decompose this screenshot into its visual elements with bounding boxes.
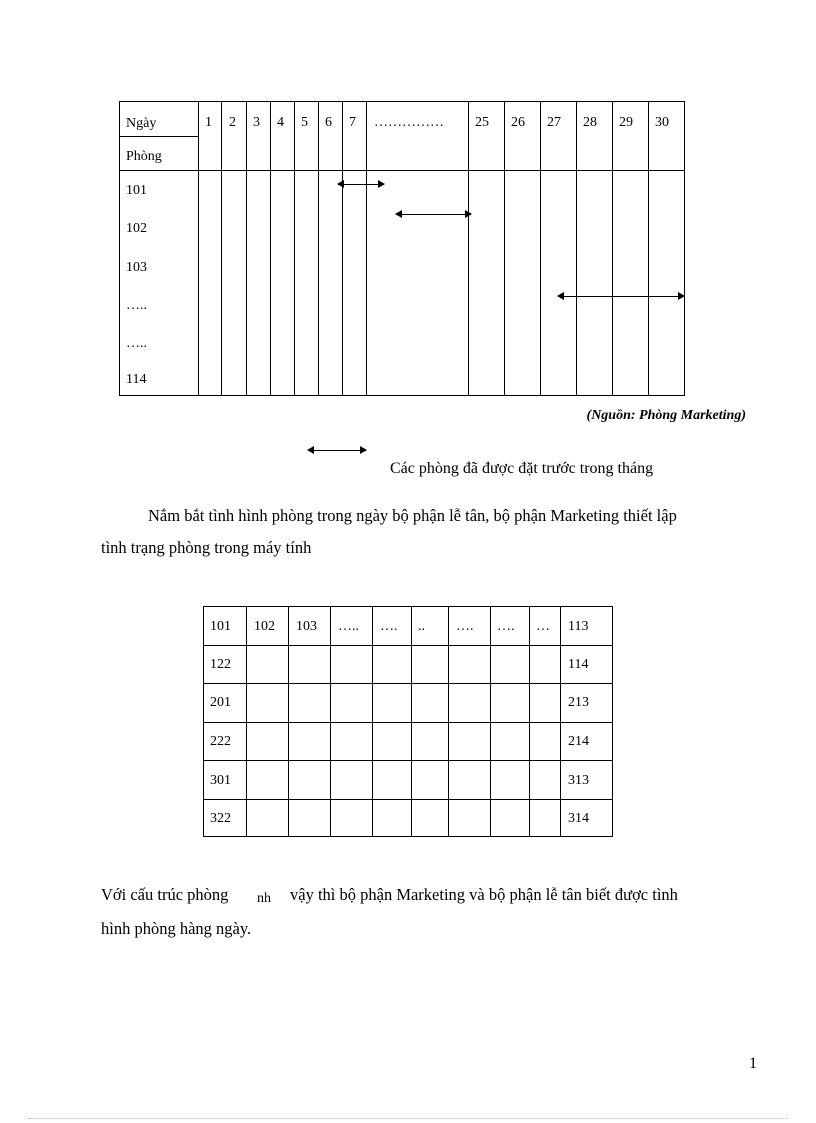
room-status-grid	[203, 606, 613, 837]
day-header: 4	[277, 115, 284, 130]
column-divider	[221, 102, 222, 395]
grid-cell: 213	[568, 695, 589, 710]
day-header: 27	[547, 115, 561, 130]
paragraph-fragment: nh	[257, 891, 271, 906]
header-split-line	[120, 136, 198, 137]
column-divider	[294, 102, 295, 395]
booking-arrow	[558, 296, 684, 297]
booking-calendar-table	[119, 101, 685, 396]
booking-arrow	[338, 184, 384, 185]
grid-cell: ….	[380, 619, 398, 634]
day-header: 26	[511, 115, 525, 130]
paragraph-line: tình trạng phòng trong máy tính	[101, 538, 312, 557]
day-header: 6	[325, 115, 332, 130]
grid-cell: 222	[210, 734, 231, 749]
column-divider	[270, 102, 271, 395]
day-header: ……………	[374, 115, 444, 130]
room-label: …..	[126, 298, 147, 313]
column-divider	[576, 102, 577, 395]
paragraph-line: hình phòng hàng ngày.	[101, 919, 252, 938]
grid-cell: 322	[210, 811, 231, 826]
legend-arrow	[308, 450, 366, 451]
column-divider	[198, 102, 199, 395]
room-label: 103	[126, 260, 147, 275]
header-bottom-line	[120, 170, 684, 171]
grid-cell: ….	[497, 619, 515, 634]
paragraph-line: Với cấu trúc phòng	[101, 885, 229, 904]
grid-cell: 114	[568, 657, 589, 672]
column-divider	[504, 102, 505, 395]
room-label: 114	[126, 372, 147, 387]
paragraph-line: Nắm bắt tình hình phòng trong ngày bộ phận lễ tân, bộ phận Marketing thiết lập	[148, 506, 677, 525]
room-label: 101	[126, 183, 147, 198]
header-room-label: Phòng	[126, 149, 162, 164]
grid-cell: 313	[568, 773, 589, 788]
booking-arrow	[396, 214, 471, 215]
grid-cell: 201	[210, 695, 231, 710]
footer-dotted-line	[28, 1118, 788, 1119]
paragraph-line: vậy thì bộ phận Marketing và bộ phận lễ tân biết được tình	[290, 885, 678, 904]
day-header: 29	[619, 115, 633, 130]
legend-text: Các phòng đã được đặt trước trong tháng	[390, 460, 654, 477]
grid-cell: ….	[456, 619, 474, 634]
grid-cell: 214	[568, 734, 589, 749]
page-number: 1	[749, 1055, 757, 1072]
grid-cell: 102	[254, 619, 275, 634]
day-header: 2	[229, 115, 236, 130]
column-divider	[648, 102, 649, 395]
grid-row-divider	[204, 760, 612, 761]
header-day-label: Ngày	[126, 116, 157, 131]
column-divider	[318, 102, 319, 395]
column-divider	[540, 102, 541, 395]
grid-cell: 314	[568, 811, 589, 826]
grid-row-divider	[204, 722, 612, 723]
grid-cell: 122	[210, 657, 231, 672]
column-divider	[246, 102, 247, 395]
room-label: 102	[126, 221, 147, 236]
column-divider	[612, 102, 613, 395]
grid-row-divider	[204, 799, 612, 800]
day-header: 1	[205, 115, 212, 130]
grid-cell: ..	[418, 619, 425, 634]
grid-cell: 103	[296, 619, 317, 634]
day-header: 3	[253, 115, 260, 130]
day-header: 25	[475, 115, 489, 130]
grid-cell: …	[536, 619, 550, 634]
day-header: 7	[349, 115, 356, 130]
column-divider	[468, 102, 469, 395]
grid-cell: 101	[210, 619, 231, 634]
grid-cell: 301	[210, 773, 231, 788]
grid-cell: 113	[568, 619, 589, 634]
grid-row-divider	[204, 683, 612, 684]
column-divider	[342, 102, 343, 395]
grid-row-divider	[204, 645, 612, 646]
column-divider	[366, 102, 367, 395]
day-header: 28	[583, 115, 597, 130]
day-header: 5	[301, 115, 308, 130]
day-header: 30	[655, 115, 669, 130]
source-note: (Nguồn: Phòng Marketing)	[586, 408, 746, 423]
room-label: …..	[126, 336, 147, 351]
grid-cell: …..	[338, 619, 359, 634]
